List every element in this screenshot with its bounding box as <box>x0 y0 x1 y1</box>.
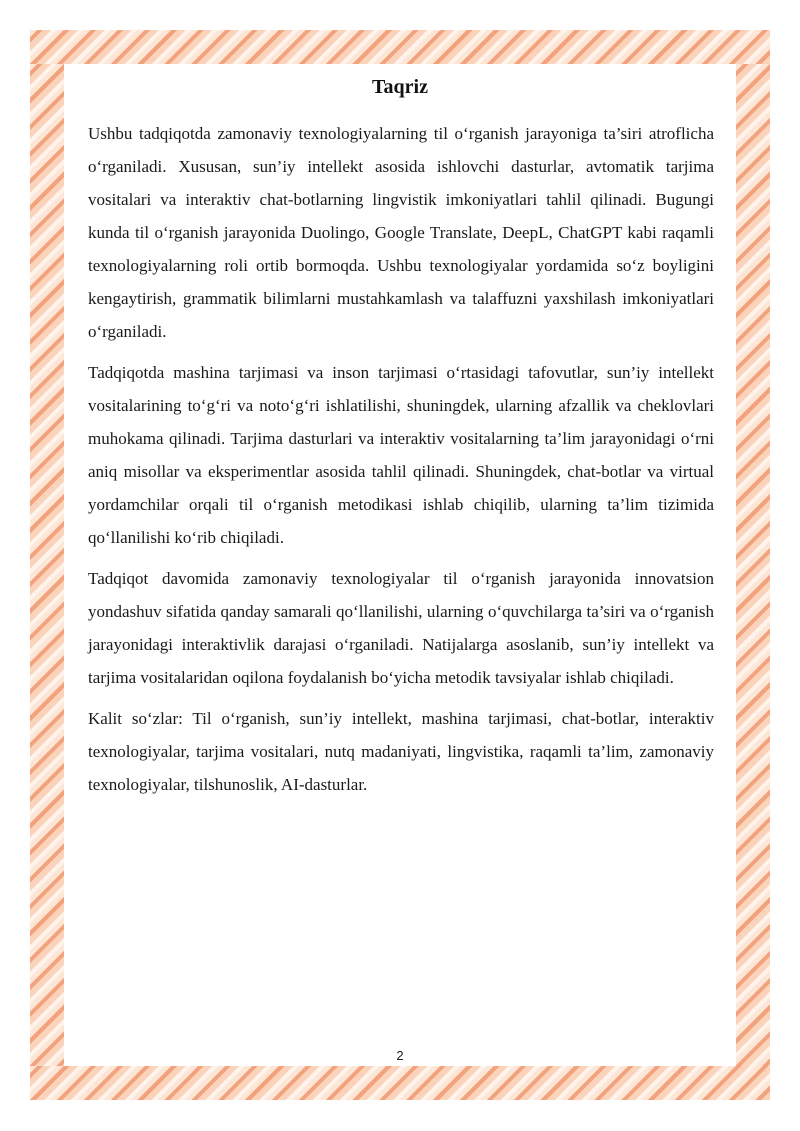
keywords-paragraph: Kalit so‘zlar: Til o‘rganish, sun’iy intellekt, mashina tarjimasi, chat-botlar, interaktiv texnologiyalar, tarjima vositalari, nutq madaniyati, lingvistika, raqamli ta’lim, zamonaviy texnologiyalar, tilshunoslik, AI-dasturlar. <box>88 709 714 794</box>
paragraph: Ushbu tadqiqotda zamonaviy texnologiyalarning til o‘rganish jarayoniga ta’siri atroflicha o‘rganiladi. Xususan, sun’iy intellekt asosida ishlovchi dasturlar, avtomatik tarjima vositalari va interaktiv chat-botlarning lingvistik imkoniyatlari tahlil qilinadi. Bugungi kunda til o‘rganish jarayonida Duolingo, Google Translate, DeepL, ChatGPT kabi raqamli texnologiyalarning roli ortib bormoqda. Ushbu texnologiyalar yordamida so‘z boyligini kengaytirish, grammatik bilimlarni mustahkamlash va talaffuzni yaxshilash imkoniyatlari o‘rganiladi. <box>88 124 714 341</box>
page-number: 2 <box>396 1048 404 1063</box>
decorative-border-bottom <box>30 1066 770 1100</box>
body-text <box>88 117 714 809</box>
paragraph: Tadqiqotda mashina tarjimasi va inson tarjimasi o‘rtasidagi tafovutlar, sun’iy intellekt vositalarining to‘g‘ri va noto‘g‘ri ishlatilishi, shuningdek, ularning afzallik va cheklovlari muhokama qilinadi. Tarjima dasturlari va interaktiv vositalarning ta’lim jarayonidagi o‘rni aniq misollar va eksperimentlar asosida tahlil qilinadi. Shuningdek, chat-botlar va virtual yordamchilar orqali til o‘rganish metodikasi ishlab chiqilib, ularning ta’lim tizimida qo‘llanilishi ko‘rib chiqiladi. <box>88 363 714 547</box>
paragraph: Tadqiqot davomida zamonaviy texnologiyalar til o‘rganish jarayonida innovatsion yondashuv sifatida qanday samarali qo‘llanilishi, ularning o‘quvchilarga ta’siri va o‘rganish jarayonidagi interaktivlik darajasi o‘rganiladi. Natijalarga asoslanib, sun’iy intellekt va tarjima vositalaridan oqilona foydalanish bo‘yicha metodik tavsiyalar ishlab chiqiladi. <box>88 569 714 687</box>
decorative-border-right <box>736 64 770 1066</box>
decorative-border-top <box>30 30 770 64</box>
page-title: Taqriz <box>372 76 428 98</box>
decorative-border-left <box>30 64 64 1066</box>
